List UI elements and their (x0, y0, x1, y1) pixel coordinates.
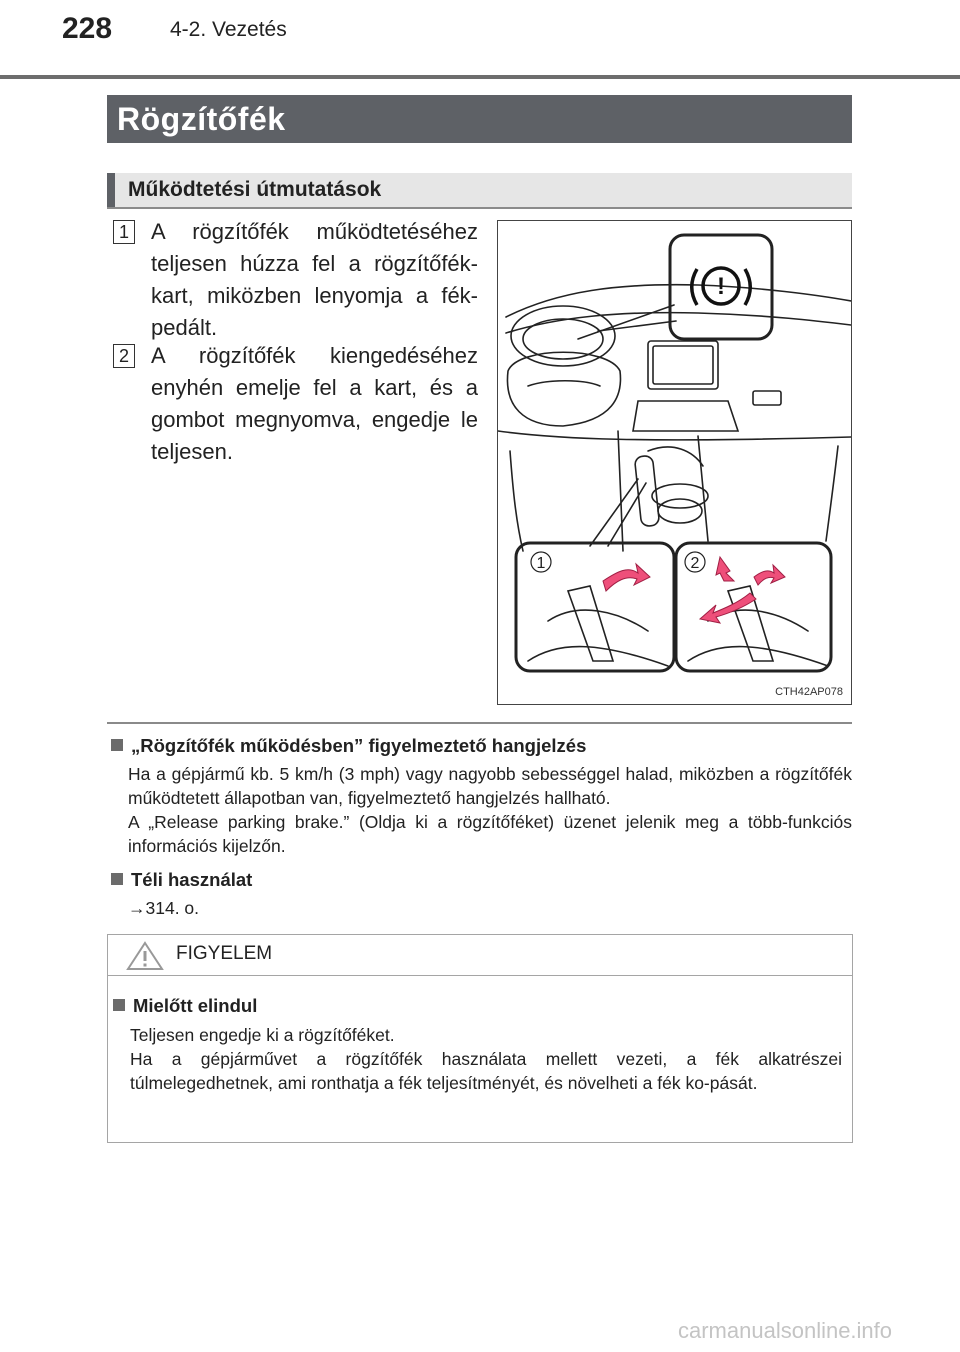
note-heading-winter-use (111, 869, 252, 891)
page-number: 228 (62, 12, 113, 45)
steering-wheel (507, 352, 620, 426)
warning-title: FIGYELEM (176, 943, 273, 964)
bullet-square-icon (111, 739, 123, 751)
warning-header (108, 935, 852, 976)
warning-box (107, 934, 853, 1143)
warning-body (130, 1023, 842, 1095)
center-console (618, 431, 708, 551)
chapter-title: 4-2. Vezetés (170, 18, 287, 41)
step-2 (113, 340, 478, 468)
lift-arrow (754, 565, 785, 585)
parking-brake-illustration (498, 221, 851, 704)
press-button-arrow (716, 557, 734, 581)
parking-brake-figure (497, 220, 852, 705)
section-title: Rögzítőfék (107, 95, 852, 143)
warning-triangle-icon (126, 941, 164, 971)
step-1-number: 1 (113, 220, 135, 244)
warning-heading (113, 995, 257, 1017)
pull-up-arrow (603, 564, 650, 591)
watermark: carmanualsonline.info (678, 1318, 893, 1343)
step-2-text: A rögzítőfék kiengedéséhez enyhén emelje fel a kart, és a gombot megnyomva, engedje le teljesen. (151, 343, 478, 464)
release-arrow (700, 593, 756, 623)
page-reference-link[interactable]: →314. o. (128, 898, 200, 918)
brake-warning-symbol: ! (717, 273, 725, 300)
note-body-warning-sound (128, 762, 852, 858)
header-rule (0, 75, 960, 79)
note-heading-warning-sound (111, 735, 586, 757)
figure-code: CTH42AP078 (775, 686, 843, 698)
subsection-bar (107, 173, 115, 207)
note-heading-text: Téli használat (131, 869, 253, 890)
brake-lever-main (634, 455, 659, 526)
subsection-title: Működtetési útmutatások (128, 178, 382, 201)
bullet-square-icon (113, 999, 125, 1011)
subsection-header (107, 173, 852, 209)
figure-callout-1: 1 (536, 555, 546, 572)
figure-callout-2: 2 (690, 555, 700, 572)
warning-paragraph: Ha a gépjárművet a rögzítőfék használata mellett vezeti, a fék alkatrészei túlmelegedhetnek, ami ronthatja a fék teljesítményét, és növelheti a fék ko-pását. (130, 1049, 842, 1093)
step-2-number: 2 (113, 344, 135, 368)
step-1 (113, 216, 478, 344)
note-heading-text: „Rögzítőfék működésben” figyelmeztető hangjelzés (131, 735, 587, 756)
bullet-square-icon (111, 873, 123, 885)
section-divider (107, 722, 852, 724)
center-screen (648, 341, 718, 389)
note-body-winter-use (128, 896, 852, 920)
warning-heading-text: Mielőtt elindul (133, 995, 258, 1016)
warning-paragraph: Teljesen engedje ki a rögzítőféket. (130, 1025, 395, 1045)
note-paragraph: A „Release parking brake.” (Oldja ki a rögzítőféket) üzenet jelenik meg a több-funkciós információs kijelzőn. (128, 812, 852, 856)
step-1-text: A rögzítőfék működtetéséhez teljesen húzza fel a rögzítőfék-kart, miközben lenyomja a fék-pedált. (151, 219, 478, 340)
note-paragraph: Ha a gépjármű kb. 5 km/h (3 mph) vagy nagyobb sebességgel halad, miközben a rögzítőfék működtetett állapotban van, figyelmeztető hangjelzés hallható. (128, 764, 852, 808)
